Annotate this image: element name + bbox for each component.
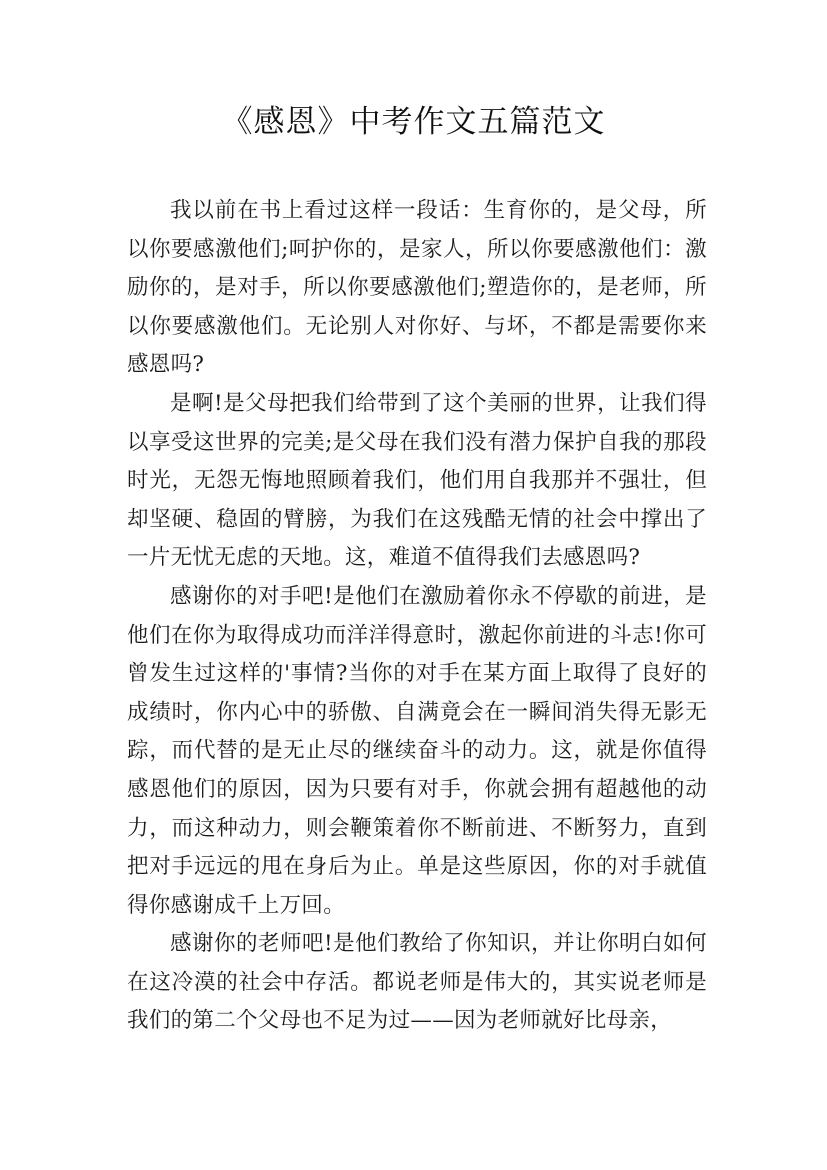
paragraph-2: 是啊!是父母把我们给带到了这个美丽的世界，让我们得以享受这世界的完美;是父母在我们没有潜力保护自我的那段时光，无怨无悔地照顾着我们，他们用自我那并不强壮，但却坚硬、稳固的臂膀，为我们在这残酷无情的社会中撑出了一片无忧无虑的天地。这，难道不值得我们去感恩吗? bbox=[127, 390, 707, 571]
document-body bbox=[127, 192, 707, 1041]
document-title: 《感恩》中考作文五篇范文 bbox=[221, 104, 606, 140]
paragraph-4: 感谢你的老师吧!是他们教给了你知识，并让你明白如何在这冷漠的社会中存活。都说老师是伟大的，其实说老师是我们的第二个父母也不足为过——因为老师就好比母亲， bbox=[127, 931, 707, 1034]
paragraph-3: 感谢你的对手吧!是他们在激励着你永不停歇的前进，是他们在你为取得成功而洋洋得意时，激起你前进的斗志!你可曾发生过这样的'事情?当你的对手在某方面上取得了良好的成绩时，你内心中的骄傲、自满竟会在一瞬间消失得无影无踪，而代替的是无止尽的继续奋斗的动力。这，就是你值得感恩他们的原因，因为只要有对手，你就会拥有超越他的动力，而这种动力，则会鞭策着你不断前进、不断努力，直到把对手远远的甩在身后为止。单是这些原因，你的对手就值得你感谢成千上万回。 bbox=[127, 583, 707, 918]
paragraph-1: 我以前在书上看过这样一段话：生育你的，是父母，所以你要感激他们;呵护你的，是家人，所以你要感激他们：激励你的，是对手，所以你要感激他们;塑造你的，是老师，所以你要感激他们。无论别人对你好、与坏，不都是需要你来感恩吗? bbox=[127, 198, 707, 378]
